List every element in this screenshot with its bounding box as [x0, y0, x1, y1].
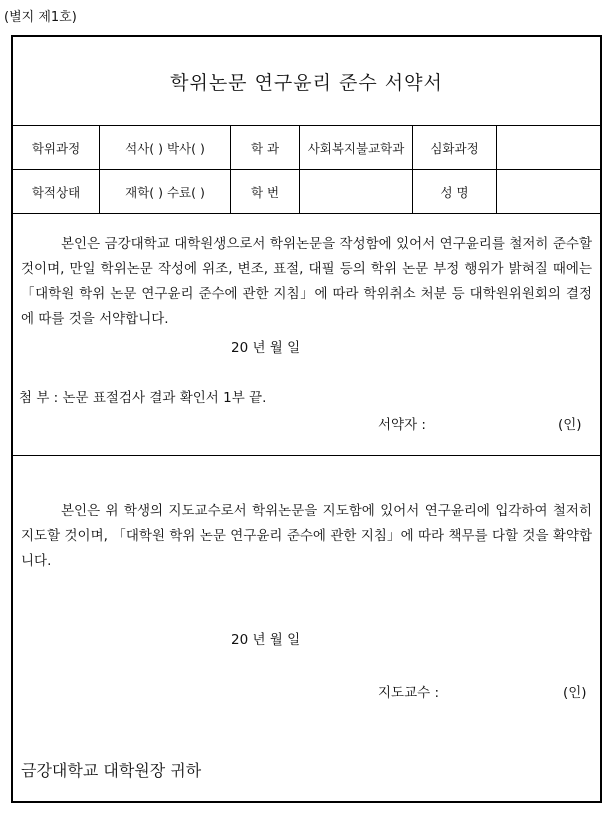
student-pledge-section: [13, 213, 600, 456]
advisor-pledge-text: 본인은 위 학생의 지도교수로서 학위논문을 지도함에 있어서 연구윤리에 입각하여 철저히 지도할 것이며, 「대학원 학위 논문 연구윤리 준수에 관한 지침」에 따라 책무를 다할 것을 확약합니다.: [21, 503, 592, 569]
advisor-pledge-section: [13, 456, 600, 801]
annex-label: (별지 제1호): [4, 10, 77, 25]
student-seal: (인): [558, 417, 582, 433]
advisor-date: 20 년 월 일: [231, 632, 301, 648]
name-value[interactable]: [497, 170, 601, 214]
info-row-degree: [13, 126, 600, 170]
title-row: [13, 37, 600, 126]
page-title: 학위논문 연구윤리 준수 서약서: [170, 71, 443, 94]
student-id-value[interactable]: [300, 170, 413, 214]
degree-value[interactable]: 석사( ) 박사( ): [100, 126, 231, 170]
track-value[interactable]: [497, 126, 601, 170]
degree-label: 학위과정: [13, 126, 100, 170]
addressee: 금강대학교 대학원장 귀하: [21, 761, 202, 780]
status-value[interactable]: 재학( ) 수료( ): [100, 170, 231, 214]
advisor-signer-label: 지도교수 :: [378, 685, 440, 701]
student-pledge-text: 본인은 금강대학교 대학원생으로서 학위논문을 작성함에 있어서 연구윤리를 철저히 준수할 것이며, 만일 학위논문 작성에 위조, 변조, 표절, 대필 등의 학위 논문 부정 행위가 밝혀질 때에는 「대학원 학위 논문 연구윤리 준수에 관한 지침」에 따라 학위취소 처분 등 대학원위원회의 결정에 따를 것을 서약합니다.: [21, 236, 592, 327]
status-label: 학적상태: [13, 170, 100, 214]
student-id-label: 학 번: [231, 170, 300, 214]
name-label: 성 명: [413, 170, 497, 214]
department-label: 학 과: [231, 126, 300, 170]
attachment-note: 첨 부 : 논문 표절검사 결과 확인서 1부 끝.: [19, 390, 267, 406]
department-value[interactable]: 사회복지불교학과: [300, 126, 413, 170]
info-table: [13, 125, 600, 214]
info-row-status: [13, 170, 600, 214]
student-date: 20 년 월 일: [231, 340, 301, 356]
advisor-seal: (인): [563, 685, 587, 701]
student-signer-label: 서약자 :: [378, 417, 426, 433]
pledge-form: [11, 35, 602, 803]
track-label: 심화과정: [413, 126, 497, 170]
